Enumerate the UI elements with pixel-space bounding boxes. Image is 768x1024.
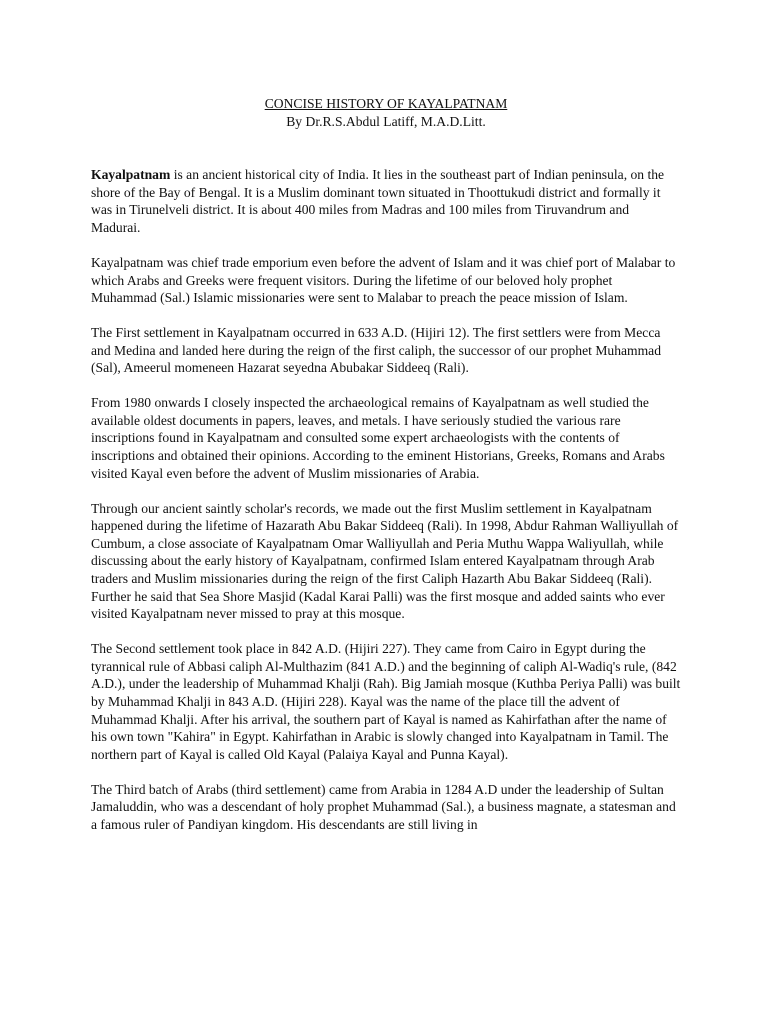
intro-lead: Kayalpatnam xyxy=(91,167,171,183)
document-byline: By Dr.R.S.Abdul Latiff, M.A.D.Litt. xyxy=(286,113,486,129)
intro-paragraph xyxy=(91,166,681,236)
paragraph-first-settlement: The First settlement in Kayalpatnam occurred in 633 A.D. (Hijiri 12). The first settlers were from Mecca and Medina and landed here during the reign of the first caliph, the successor of our prophet Muhammad (Sal), Ameerul momeneen Hazarat seyedna Abubakar Siddeeq (Rali). xyxy=(91,325,662,376)
intro-text: is an ancient historical city of India. It lies in the southeast part of Indian peninsula, on the shore of the Bay of Bengal. It is a Muslim dominant town situated in Thoottukudi district and formally it was in Tirunelveli district. It is about 400 miles from Madras and 100 miles from Tiruvandrum and Madurai. xyxy=(91,167,665,235)
paragraph-scholar-records: Through our ancient saintly scholar's records, we made out the first Muslim settlement in Kayalpatnam happened during the lifetime of Hazarath Abu Bakar Siddeeq (Rali). In 1998, Abdur Rahman Walliyullah of Cumbum, a close associate of Kayalpatnam Omar Walliyullah and Peria Muthu Wappa Waliyullah, while discussing about the early history of Kayalpatnam, confirmed Islam entered Kayalpatnam through Arab traders and Muslim missionaries during the reign of the first Caliph Hazarth Abu Bakar Siddeeq (Rali). Further he said that Sea Shore Masjid (Kadal Karai Palli) was the first mosque and added saints who ever visited Kayalpatnam never missed to pray at this mosque. xyxy=(91,500,679,622)
paragraph-trade-emporium: Kayalpatnam was chief trade emporium even before the advent of Islam and it was chief port of Malabar to which Arabs and Greeks were frequent visitors. During the lifetime of our beloved holy prophet Muhammad (Sal.) Islamic missionaries were sent to Malabar to preach the peace mission of Islam. xyxy=(91,254,676,306)
document-title: CONCISE HISTORY OF KAYALPATNAM xyxy=(264,96,508,111)
paragraph-third-settlement: The Third batch of Arabs (third settlement) came from Arabia in 1284 A.D under the leadership of Sultan Jamaluddin, who was a descendant of holy prophet Muhammad (Sal.), a business magnate, a statesman and a famous ruler of Pandiyan kingdom. His descendants are still living in xyxy=(91,781,676,832)
paragraph-second-settlement: The Second settlement took place in 842 A.D. (Hijiri 227). They came from Cairo in Egypt during the tyrannical rule of Abbasi caliph Al-Multhazim (841 A.D.) and the beginning of caliph Al-Wadiq's rule, (842 A.D.), under the leadership of Muhammad Khalji (Rah). Big Jamiah mosque (Kuthba Periya Palli) was built by Muhammad Khalji in 843 A.D. (Hijiri 228). Kayal was the name of the place till the advent of Muhammad Khalji. After his arrival, the southern part of Kayal is named as Kahirfathan after the name of his own town "Kahira" in Egypt. Kahirfathan in Arabic is slowly changed into Kayalpatnam in Tamil. The northern part of Kayal is called Old Kayal (Palaiya Kayal and Punna Kayal). xyxy=(91,641,681,762)
paragraph-archaeological-study: From 1980 onwards I closely inspected the archaeological remains of Kayalpatnam as well studied the available oldest documents in papers, leaves, and metals. I have seriously studied the various rare inscriptions found in Kayalpatnam and consulted some expert archaeologists with the contents of inscriptions and obtained their opinions. According to the eminent Historians, Greeks, Romans and Arabs visited Kayal even before the advent of Muslim missionaries of Arabia. xyxy=(91,395,665,481)
document-page xyxy=(91,95,681,851)
